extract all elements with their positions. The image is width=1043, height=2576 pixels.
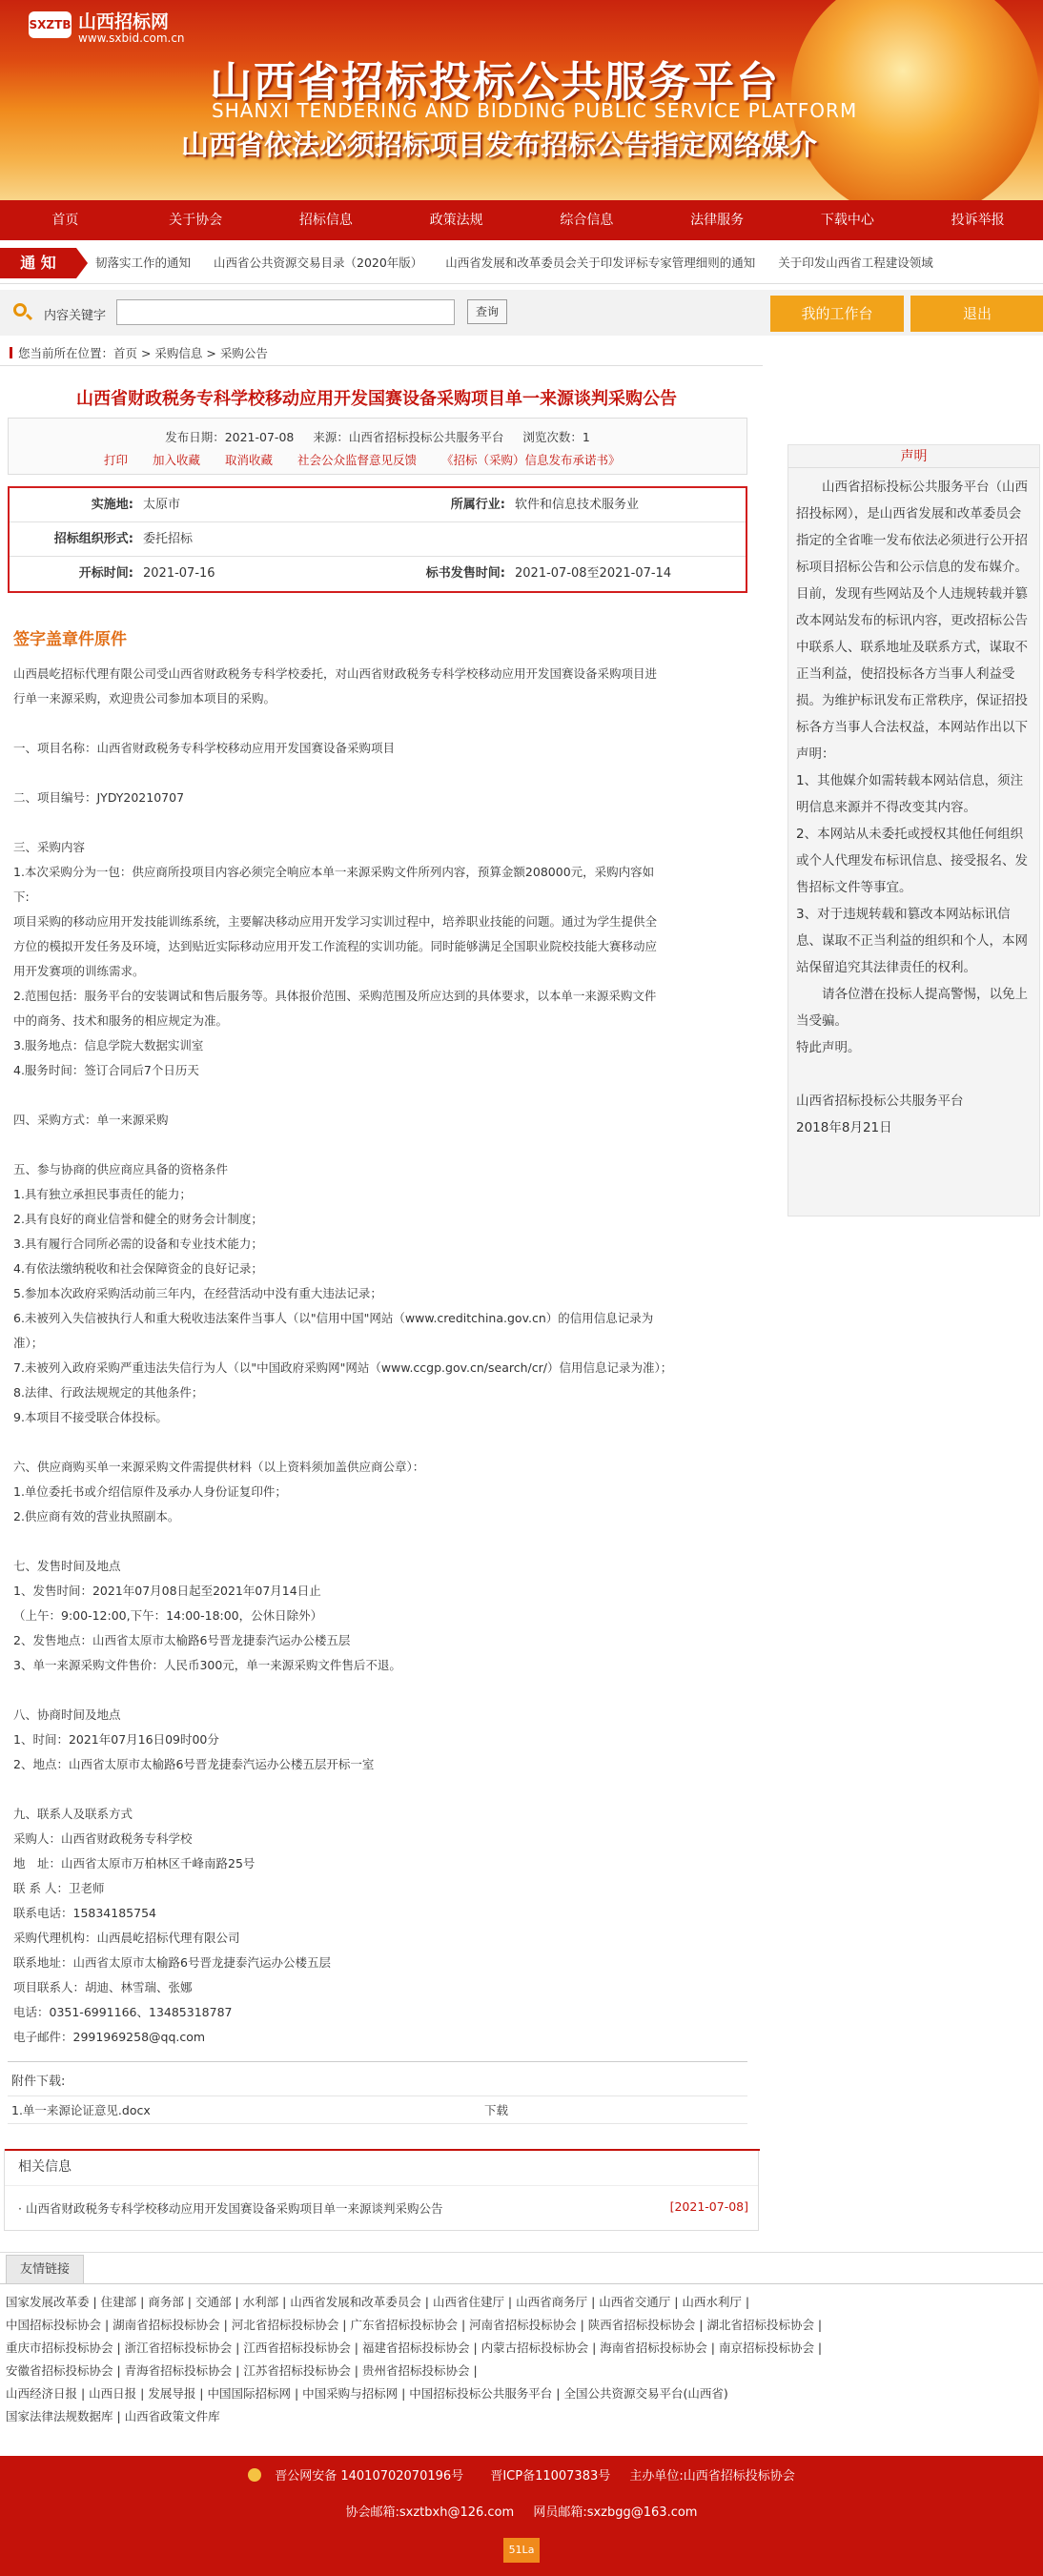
search-bar bbox=[0, 290, 1043, 336]
platform-slogan: 山西省依法必须招标项目发布招标公告指定网络媒介 bbox=[181, 129, 818, 161]
body-line: 8.法律、行政法规规定的其他条件； bbox=[13, 1385, 204, 1400]
notice-label: 通 知 bbox=[0, 248, 76, 278]
nav-tender-info[interactable]: 招标信息 bbox=[298, 213, 353, 228]
body-line bbox=[13, 711, 747, 736]
body-line bbox=[13, 1430, 747, 1455]
body-line: 6.未被列入失信被执行人和重大税收违法案件当事人（以"信用中国"网站（www.creditchina.gov.cn）的信用信息记录为 bbox=[13, 1311, 654, 1325]
info-key: 实施地: bbox=[91, 498, 133, 512]
body-line bbox=[13, 1678, 747, 1703]
body-line: 一、项目名称：山西省财政税务专科学校移动应用开发国赛设备采购项目 bbox=[13, 741, 396, 755]
friend-links-row[interactable]: 安徽省招标投标协会 | 青海省招标投标协会 | 江苏省招标投标协会 | 贵州省招标投标协会 | bbox=[6, 2363, 478, 2378]
related-heading: 相关信息 bbox=[5, 2150, 758, 2186]
body-line: 用开发赛项的训练需求。 bbox=[13, 964, 145, 978]
body-line: 七、发售时间及地点 bbox=[13, 1559, 121, 1573]
info-key: 所属行业: bbox=[450, 498, 505, 512]
attachment-row bbox=[8, 2096, 747, 2124]
body-line: （上午：9:00-12:00,下午：14:00-18:00，公休日除外） bbox=[13, 1608, 323, 1623]
nav-complaints[interactable]: 投诉举报 bbox=[951, 213, 1005, 228]
nav-downloads[interactable]: 下载中心 bbox=[820, 213, 874, 228]
body-line: 联系电话：15834185754 bbox=[13, 1906, 156, 1920]
body-line bbox=[13, 1529, 747, 1554]
body-line: 准）； bbox=[13, 1336, 44, 1350]
body-line bbox=[13, 1777, 747, 1802]
site-name: 山西招标网 bbox=[78, 11, 170, 32]
notice-item[interactable]: 山西省发展和改革委员会关于印发评标专家管理细则的通知 bbox=[445, 256, 756, 270]
body-line: 1.本次采购分为一包：供应商所投项目内容必须完全响应本单一来源采购文件所列内容，预算金额208000元，采购内容如 bbox=[13, 865, 655, 879]
body-line: 1、发售时间：2021年07月08日起至2021年07月14日止 bbox=[13, 1584, 321, 1598]
icp-record[interactable]: 晋ICP备11007383号 bbox=[490, 2469, 611, 2484]
police-record[interactable]: 晋公网安备 14010702070196号 bbox=[275, 2469, 464, 2484]
info-value: 委托招标 bbox=[143, 532, 194, 546]
body-line: 2、发售地点：山西省太原市太榆路6号晋龙捷泰汽运办公楼五层 bbox=[13, 1633, 351, 1647]
site-email: 网员邮箱:sxzbgg@163.com bbox=[533, 2505, 698, 2520]
platform-title: 山西省招标投标公共服务平台 bbox=[210, 58, 780, 107]
attachment-heading: 附件下载: bbox=[11, 2075, 66, 2089]
body-line: 电话：0351-6991166、13485318787 bbox=[13, 2005, 233, 2019]
body-line: 项目采购的移动应用开发技能训练系统，主要解决移动应用开发学习实训过程中，培养职业技能的问题。通过为学生提供全 bbox=[13, 914, 658, 929]
statement-paragraph: 特此声明。 bbox=[796, 1040, 861, 1055]
nav-legal[interactable]: 法律服务 bbox=[690, 213, 745, 228]
body-line: 四、采购方式：单一来源采购 bbox=[13, 1113, 169, 1127]
body-line bbox=[13, 1133, 747, 1157]
article-meta bbox=[8, 418, 747, 475]
statement-paragraph: 山西省招标投标公共服务平台（山西招投标网），是山西省发展和改革委员会指定的全省唯一发布依法必须进行公开招标项目招标公告和公示信息的发布媒介。目前，发现有些网站及个人违规转载并篡改本网站发布的标讯内容，更改招标公告中联系人、联系地址及联系方式，谋取不正当利益，使招投标各方当事人利益受损。为维护标讯发布正常秩序，保证招投标各方当事人合法权益，本网站作出以下声明： bbox=[796, 480, 1028, 762]
info-value: 2021-07-16 bbox=[143, 566, 215, 581]
body-line: 地 址：山西省太原市万柏林区千峰南路25号 bbox=[13, 1856, 256, 1871]
remove-favorite-link[interactable]: 取消收藏 bbox=[225, 453, 274, 467]
nav-general-info[interactable]: 综合信息 bbox=[560, 213, 614, 228]
body-line: 2.范围包括：服务平台的安装调试和售后服务等。具体报价范围、采购范围及所应达到的具体要求，以本单一来源采购文件 bbox=[13, 989, 657, 1003]
body-line: 行单一来源采购，欢迎贵公司参加本项目的采购。 bbox=[13, 691, 276, 705]
body-line: 采购代理机构：山西晨屹招标代理有限公司 bbox=[13, 1931, 240, 1945]
statement-spacer bbox=[796, 1061, 1032, 1088]
statement-paragraph: 请各位潜在投标人提高警惕，以免上当受骗。 bbox=[796, 987, 1028, 1029]
body-line: 3.服务地点：信息学院大数据实训室 bbox=[13, 1038, 204, 1053]
body-line: 六、供应商购买单一来源采购文件需提供材料（以上资料须加盖供应商公章）： bbox=[13, 1460, 425, 1474]
notice-item[interactable]: 韧落实工作的通知 bbox=[95, 256, 192, 270]
footer bbox=[0, 2456, 1043, 2576]
statement-panel bbox=[787, 444, 1040, 1216]
friend-links-row[interactable]: 中国招标投标协会 | 湖南省招标投标协会 | 河北省招标投标协会 | 广东省招标投标协会 | 河南省招标投标协会 | 陕西省招标投标协会 | 湖北省招标投标协会 | bbox=[6, 2318, 823, 2332]
download-link[interactable]: 下载 bbox=[484, 2103, 509, 2117]
signed-document-title: 签字盖章件原件 bbox=[13, 630, 127, 649]
article-body bbox=[13, 662, 747, 2050]
statement-signature: 山西省招标投标公共服务平台 bbox=[796, 1094, 964, 1109]
info-key: 开标时间: bbox=[78, 566, 133, 581]
body-line bbox=[13, 761, 747, 786]
view-count: 浏览次数：1 bbox=[522, 430, 590, 444]
divider bbox=[8, 2061, 747, 2062]
body-line: 3.具有履行合同所必需的设备和专业技术能力； bbox=[13, 1237, 263, 1251]
friend-links bbox=[0, 2252, 1043, 2456]
commitment-link[interactable]: 《招标（采购）信息发布承诺书》 bbox=[441, 453, 621, 467]
search-icon bbox=[13, 303, 27, 317]
add-favorite-link[interactable]: 加入收藏 bbox=[153, 453, 201, 467]
body-line: 联系地址：山西省太原市太榆路6号晋龙捷泰汽运办公楼五层 bbox=[13, 1955, 331, 1970]
project-info-table bbox=[8, 486, 747, 593]
body-line: 4.有依法缴纳税收和社会保障资金的良好记录； bbox=[13, 1261, 263, 1276]
body-line: 三、采购内容 bbox=[13, 840, 86, 854]
article-source: 来源：山西省招标投标公共服务平台 bbox=[313, 430, 504, 444]
search-label: 内容关键字 bbox=[44, 309, 107, 323]
police-emblem-icon bbox=[248, 2468, 261, 2482]
statement-paragraph: 3、对于违规转载和篡改本网站标讯信息、谋取不正当利益的组织和个人，本网站保留追究其法律责任的权利。 bbox=[796, 907, 1028, 975]
notice-item[interactable]: 山西省公共资源交易目录（2020年版） bbox=[214, 256, 423, 270]
friend-links-row[interactable]: 重庆市招标投标协会 | 浙江省招标投标协会 | 江西省招标投标协会 | 福建省招标投标协会 | 内蒙古招标投标协会 | 海南省招标投标协会 | 南京招标投标协会 | bbox=[6, 2341, 823, 2355]
body-line: 五、参与协商的供应商应具备的资格条件 bbox=[13, 1162, 229, 1176]
header-banner bbox=[0, 0, 1043, 200]
info-value: 太原市 bbox=[143, 498, 181, 512]
breadcrumb: 您当前所在位置：首页 > 采购信息 > 采购公告 bbox=[0, 341, 763, 366]
site-logo[interactable]: SXZTB bbox=[29, 11, 72, 38]
body-line: 中的商务、技术和服务的相应规定为准。 bbox=[13, 1013, 229, 1028]
body-line: 电子邮件：2991969258@qq.com bbox=[13, 2030, 206, 2044]
info-value: 2021-07-08至2021-07-14 bbox=[515, 566, 672, 581]
body-line: 项目联系人：胡迪、林雪瑞、张娜 bbox=[13, 1980, 193, 1994]
friend-links-row[interactable]: 山西经济日报 | 山西日报 | 发展导报 | 中国国际招标网 | 中国采购与招标网 | 中国招标投标公共服务平台 | 全国公共资源交易平台(山西省) bbox=[6, 2386, 728, 2401]
friend-links-list bbox=[6, 2291, 1035, 2428]
search-button[interactable]: 查询 bbox=[467, 299, 507, 324]
stats-badge[interactable]: 51La bbox=[503, 2538, 540, 2563]
body-line: 1.单位委托书或介绍信原件及承办人身份证复印件； bbox=[13, 1484, 287, 1499]
divider bbox=[0, 2283, 1043, 2284]
related-info bbox=[4, 2149, 759, 2231]
nav-about[interactable]: 关于协会 bbox=[169, 213, 223, 228]
friend-links-row[interactable]: 国家发展改革委 | 住建部 | 商务部 | 交通部 | 水利部 | 山西省发展和改革委员会 | 山西省住建厅 | 山西省商务厅 | 山西省交通厅 | 山西水利厅 | bbox=[6, 2295, 750, 2309]
exit-button[interactable]: 退出 bbox=[910, 296, 1043, 332]
assoc-email: 协会邮箱:sxztbxh@126.com bbox=[345, 2505, 515, 2520]
print-link[interactable]: 打印 bbox=[104, 453, 129, 467]
statement-body bbox=[788, 474, 1039, 1141]
info-key: 标书发售时间: bbox=[425, 566, 505, 581]
notice-ticker bbox=[95, 242, 1033, 284]
platform-title-en: SHANXI TENDERING AND BIDDING PUBLIC SERVICE PLATFORM bbox=[212, 99, 858, 122]
info-key: 招标组织形式: bbox=[53, 532, 133, 546]
site-url: www.sxbid.com.cn bbox=[78, 31, 185, 45]
publish-date: 发布日期：2021-07-08 bbox=[165, 430, 295, 444]
related-item[interactable]: · 山西省财政税务专科学校移动应用开发国赛设备采购项目单一来源谈判采购公告 bbox=[18, 2201, 443, 2216]
attachment-file[interactable]: 1.单一来源论证意见.docx bbox=[11, 2103, 151, 2117]
body-line: 九、联系人及联系方式 bbox=[13, 1807, 133, 1821]
body-line: 1、时间：2021年07月16日09时00分 bbox=[13, 1732, 219, 1747]
notice-item[interactable]: 关于印发山西省工程建设领域 bbox=[778, 256, 933, 270]
body-line: 下: bbox=[13, 889, 30, 904]
body-line: 4.服务时间：签订合同后7个日历天 bbox=[13, 1063, 199, 1077]
main-nav bbox=[0, 200, 1043, 240]
body-line: 八、协商时间及地点 bbox=[13, 1707, 121, 1722]
body-line: 二、项目编号：JYDY20210707 bbox=[13, 790, 185, 805]
related-date: [2021-07-08] bbox=[669, 2199, 748, 2214]
body-line: 2.具有良好的商业信誉和健全的财务会计制度； bbox=[13, 1212, 263, 1226]
workspace-button[interactable]: 我的工作台 bbox=[770, 296, 904, 332]
statement-paragraph: 2、本网站从未委托或授权其他任何组织或个人代理发布标讯信息、接受报名、发售招标文件等事宜。 bbox=[796, 827, 1028, 895]
body-line: 7.未被列入政府采购严重违法失信行为人（以"中国政府采购网"网站（www.ccgp.gov.cn/search/cr/）信用信息记录为准）； bbox=[13, 1360, 673, 1375]
body-line: 5.参加本次政府采购活动前三年内，在经营活动中没有重大违法记录； bbox=[13, 1286, 382, 1300]
body-line: 1.具有独立承担民事责任的能力； bbox=[13, 1187, 192, 1201]
statement-date: 2018年8月21日 bbox=[796, 1120, 892, 1135]
body-line bbox=[13, 1083, 747, 1108]
body-line: 2、地点：山西省太原市太榆路6号晋龙捷泰汽运办公楼五层开标一室 bbox=[13, 1757, 375, 1771]
host-org: 主办单位:山西省招标投标协会 bbox=[629, 2469, 795, 2484]
info-value: 软件和信息技术服务业 bbox=[515, 498, 640, 512]
statement-paragraph: 1、其他媒介如需转载本网站信息，须注明信息来源并不得改变其内容。 bbox=[796, 773, 1024, 815]
feedback-link[interactable]: 社会公众监督意见反馈 bbox=[297, 453, 418, 467]
friend-links-heading: 友情链接 bbox=[6, 2255, 84, 2283]
nav-home[interactable]: 首页 bbox=[51, 213, 79, 228]
statement-title: 声明 bbox=[788, 445, 1039, 468]
search-input[interactable] bbox=[116, 299, 455, 325]
body-line: 采购人：山西省财政税务专科学校 bbox=[13, 1831, 193, 1846]
body-line: 9.本项目不接受联合体投标。 bbox=[13, 1410, 168, 1424]
nav-policy[interactable]: 政策法规 bbox=[429, 213, 483, 228]
notice-bar bbox=[0, 242, 1043, 284]
article-title: 山西省财政税务专科学校移动应用开发国赛设备采购项目单一来源谈判采购公告 bbox=[76, 389, 677, 409]
body-line: 联 系 人：卫老师 bbox=[13, 1881, 105, 1895]
body-line: 山西晨屹招标代理有限公司受山西省财政税务专科学校委托，对山西省财政税务专科学校移动应用开发国赛设备采购项目进 bbox=[13, 666, 658, 681]
body-line: 方位的模拟开发任务及环境，达到贴近实际移动应用开发工作流程的实训功能。同时能够满足全国职业院校技能大赛移动应 bbox=[13, 939, 658, 953]
body-line: 3、单一来源采购文件售价：人民币300元，单一来源采购文件售后不退。 bbox=[13, 1658, 401, 1672]
body-line: 2.供应商有效的营业执照副本。 bbox=[13, 1509, 180, 1523]
body-line bbox=[13, 810, 747, 835]
friend-links-row[interactable]: 国家法律法规数据库 | 山西省政策文件库 bbox=[6, 2409, 220, 2423]
